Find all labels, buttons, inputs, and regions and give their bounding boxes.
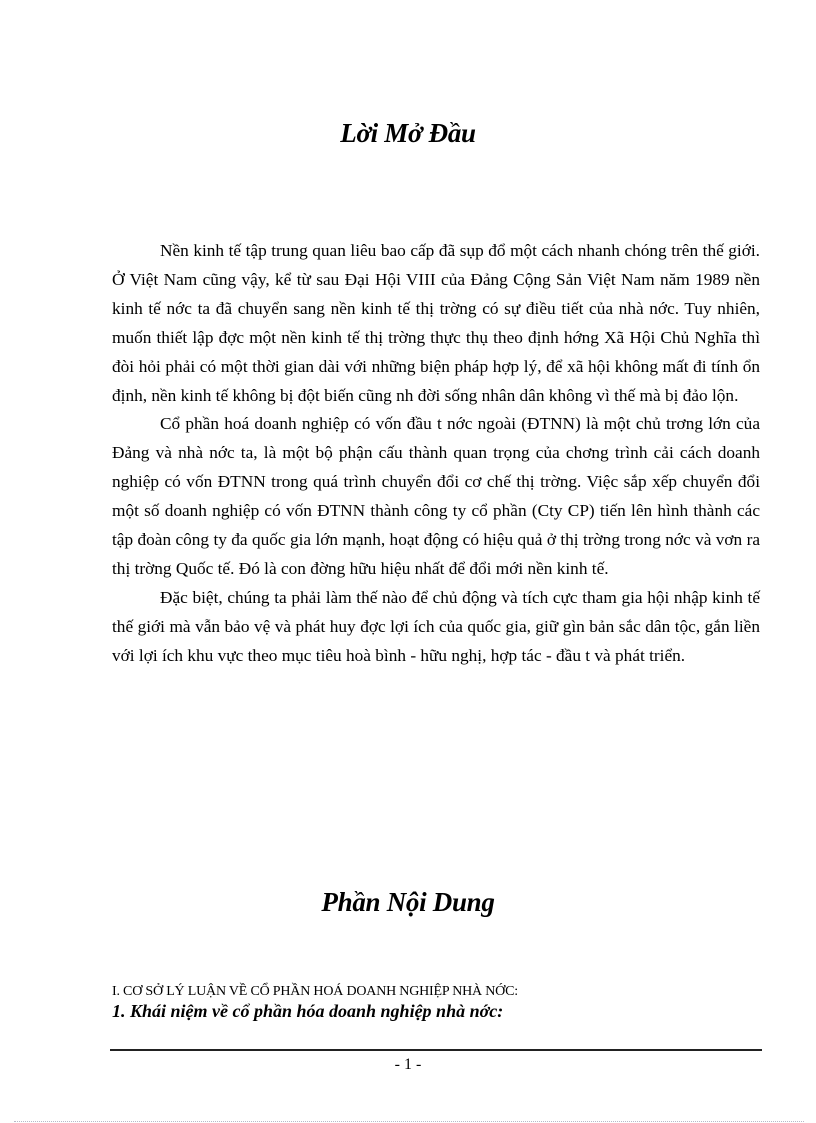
paragraph: Nền kinh tế tập trung quan liêu bao cấp đã sụp đổ một cách nhanh chóng trên thế giới. Ở Việt Nam cũng vậy, kể từ sau Đại Hội VIII của Đảng Cộng Sản Việt Nam năm 1989 nền kinh tế nớc ta đã chuyển sang nền kinh tế thị trờng có sự điều tiết của nhà nớc. Tuy nhiên, muốn thiết lập đợc một nền kinh tế thị trờng thực thụ theo định hớng Xã Hội Chủ Nghĩa thì đòi hỏi phải có một thời gian dài với những biện pháp hợp lý, để xã hội không mất đi tính ổn định, nền kinh tế không bị đột biến cũng nh đời sống nhân dân không vì thế mà bị đảo lộn.: [112, 241, 760, 405]
content-title: Phần Nội Dung: [321, 887, 495, 917]
paragraph: Cổ phần hoá doanh nghiệp có vốn đầu t nớc ngoài (ĐTNN) là một chủ trơng lớn của Đảng và nhà nớc ta, là một bộ phận cấu thành quan trọng của chơng trình cải cách doanh nghiệp có vốn ĐTNN trong quá trình chuyển đổi cơ chế thị trờng. Việc sắp xếp chuyển đổi một số doanh nghiệp có vốn ĐTNN thành công ty cổ phần (Cty CP) tiến lên hình thành các tập đoàn công ty đa quốc gia lớn mạnh, hoạt động có hiệu quả ở thị trờng trong nớc và vơn ra thị trờng Quốc tế. Đó là con đờng hữu hiệu nhất để đổi mới nền kinh tế.: [112, 414, 760, 578]
section-heading: I. CƠ SỞ LÝ LUẬN VỀ CỔ PHẦN HOÁ DOANH NGHIỆP NHÀ NỚC:: [112, 984, 518, 999]
subsection-heading: 1. Khái niệm về cổ phần hóa doanh nghiệp nhà nớc:: [112, 1001, 504, 1021]
intro-title: Lời Mở Đầu: [340, 118, 476, 148]
page-number: - 1 -: [394, 1056, 422, 1073]
intro-body: [112, 237, 760, 671]
paragraph: Đặc biệt, chúng ta phải làm thế nào để chủ động và tích cực tham gia hội nhập kinh tế thế giới mà vẫn bảo vệ và phát huy đợc lợi ích của quốc gia, giữ gìn bản sắc dân tộc, gắn liền với lợi ích khu vực theo mục tiêu hoà bình - hữu nghị, hợp tác - đầu t và phát triển.: [112, 587, 760, 665]
footer-rule: [110, 1049, 762, 1051]
page-boundary: [14, 1121, 804, 1122]
